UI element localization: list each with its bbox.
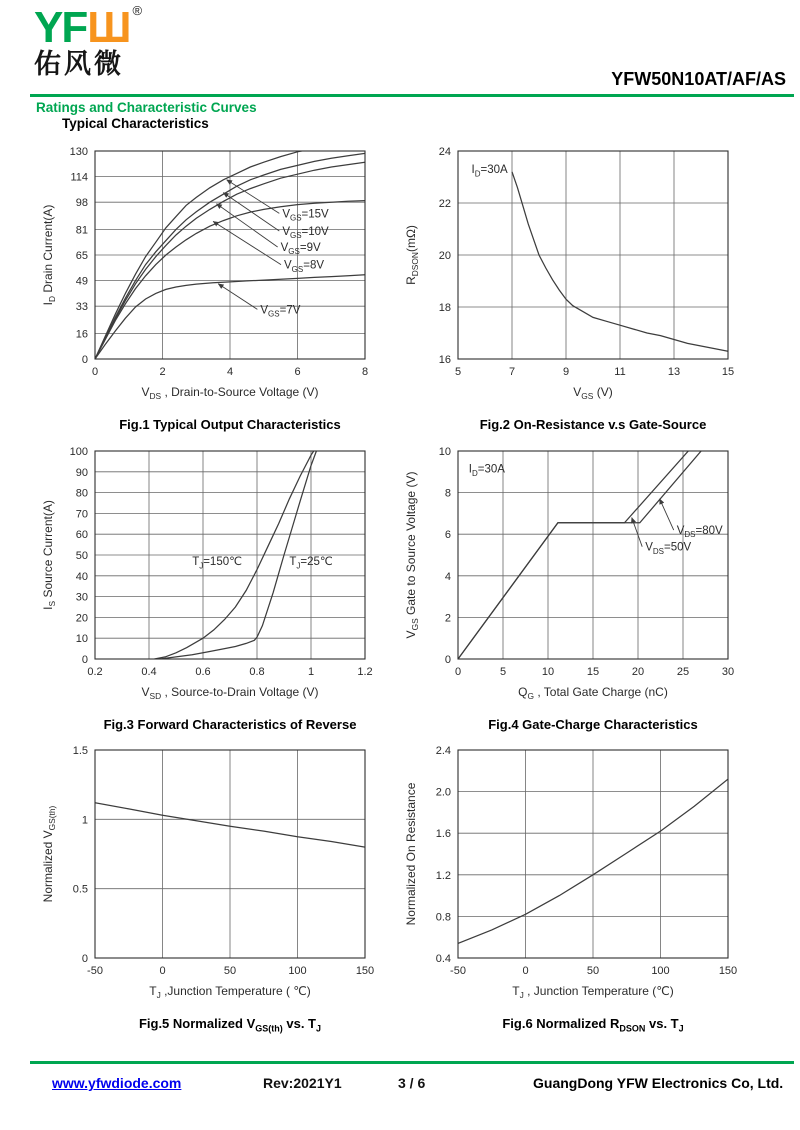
svg-text:0.4: 0.4 xyxy=(141,665,157,678)
figure-fig2 xyxy=(372,139,772,433)
svg-text:90: 90 xyxy=(75,466,88,479)
svg-text:ID=30A: $I_D=30A$ xyxy=(468,463,505,478)
svg-text:11: 11 xyxy=(614,366,626,378)
figure-caption: Fig.6 Normalized $R_{DSON}$ vs. $T_J$ xyxy=(502,1016,684,1034)
svg-text:1: 1 xyxy=(81,814,88,827)
figure-fig4 xyxy=(372,439,772,733)
svg-text:30: 30 xyxy=(75,591,88,604)
svg-text:49: 49 xyxy=(75,275,88,288)
revision-label: Rev:2021Y1 xyxy=(263,1075,342,1091)
logo-yf-text: YF xyxy=(34,3,87,52)
svg-text:50: 50 xyxy=(586,965,600,978)
svg-text:65: 65 xyxy=(75,250,88,262)
svg-text:50: 50 xyxy=(75,549,88,562)
svg-text:0.8: 0.8 xyxy=(249,665,265,678)
svg-text:0.2: 0.2 xyxy=(87,665,103,678)
svg-text:18: 18 xyxy=(438,302,451,314)
svg-text:2: 2 xyxy=(159,366,166,378)
svg-text:1.6: 1.6 xyxy=(435,828,451,841)
svg-text:0: 0 xyxy=(81,354,88,366)
svg-text:6: 6 xyxy=(444,528,451,541)
svg-text:0: 0 xyxy=(454,665,462,678)
svg-text:ID=30A: $I_D=30A$ xyxy=(471,164,508,179)
svg-text:30: 30 xyxy=(721,665,735,678)
svg-text:VDS=50V: $V_{DS}=50V$ xyxy=(645,541,692,556)
logo-sha-glyph: Ш xyxy=(87,3,132,52)
svg-text:8: 8 xyxy=(444,487,451,500)
svg-text:VGS=9V: $V_{GS}=9V$ xyxy=(280,242,321,257)
svg-text:0.8: 0.8 xyxy=(435,911,451,924)
page-footer xyxy=(0,1061,800,1098)
svg-text:13: 13 xyxy=(667,366,681,378)
svg-text:-50: -50 xyxy=(87,965,103,978)
figure-caption: Fig.1 Typical Output Characteristics xyxy=(119,417,341,432)
svg-text:VGS=15V: $V_{GS}=15V$ xyxy=(282,208,329,223)
svg-text:81: 81 xyxy=(75,224,88,237)
figure-fig6 xyxy=(372,738,772,1034)
svg-text:15: 15 xyxy=(586,665,600,678)
svg-text:Normalized On Resistance: Normalized On Resistance xyxy=(404,782,418,926)
svg-text:QG , Total Gate Charge (nC): $Q_G$ , Total Gate Charge (nC) xyxy=(518,684,668,701)
svg-text:5: 5 xyxy=(454,366,462,378)
svg-text:TJ=25℃: $T_J=25℃$ xyxy=(289,555,333,571)
svg-text:1: 1 xyxy=(307,665,315,678)
svg-text:VSD , Source-to-Drain Voltage: $V_{SD}$ , Source-to-Drain Voltage (V) xyxy=(141,684,319,701)
svg-text:0.5: 0.5 xyxy=(72,883,88,896)
svg-text:0: 0 xyxy=(522,965,529,978)
svg-text:9: 9 xyxy=(562,366,570,378)
company-name: GuangDong YFW Electronics Co, Ltd. xyxy=(533,1075,784,1091)
svg-text:0.4: 0.4 xyxy=(435,953,451,966)
svg-text:VGS Gate to Source Voltage (V: $V_{GS}$ Gate to Source Voltage (V) xyxy=(404,471,421,639)
figure-caption: Fig.2 On-Resistance v.s Gate-Source xyxy=(479,417,707,432)
svg-text:114: 114 xyxy=(70,171,88,184)
svg-text:50: 50 xyxy=(223,965,237,978)
svg-text:VGS=8V: $V_{GS}=8V$ xyxy=(284,259,325,274)
svg-text:2.0: 2.0 xyxy=(435,786,451,799)
svg-text:40: 40 xyxy=(75,570,88,583)
svg-text:1.2: 1.2 xyxy=(357,665,373,678)
charts-grid xyxy=(0,139,800,1035)
svg-text:7: 7 xyxy=(508,366,516,378)
svg-text:10: 10 xyxy=(541,665,555,678)
footer-row xyxy=(0,1064,800,1098)
svg-text:2.4: 2.4 xyxy=(435,745,451,758)
svg-text:ID Drain Current(A): $I_D$ Drain Current(A) xyxy=(41,204,58,306)
svg-text:2: 2 xyxy=(444,611,451,624)
subsection-title: Typical Characteristics xyxy=(62,116,209,131)
page-header xyxy=(0,0,800,94)
svg-text:-50: -50 xyxy=(450,965,466,978)
fig6-chart xyxy=(400,738,744,1010)
svg-text:VGS=10V: $V_{GS}=10V$ xyxy=(282,226,329,241)
page-number: 3 / 6 xyxy=(398,1075,426,1091)
header-rule xyxy=(30,94,794,97)
svg-text:100: 100 xyxy=(288,965,307,978)
svg-text:20: 20 xyxy=(631,665,645,678)
fig2-chart xyxy=(400,139,744,411)
figure-fig5 xyxy=(9,738,409,1034)
svg-text:RDSON(mΩ): $R_{DSON}(m\Omega)$ xyxy=(404,225,421,285)
svg-text:1.2: 1.2 xyxy=(435,869,451,882)
svg-text:0: 0 xyxy=(81,953,88,966)
svg-text:IS Source Current(A): $I_S$ Source Current(A) xyxy=(41,499,58,610)
svg-text:60: 60 xyxy=(75,528,88,541)
svg-text:22: 22 xyxy=(438,198,451,210)
svg-text:25: 25 xyxy=(676,665,690,678)
figure-fig1 xyxy=(9,139,409,433)
fig1-chart xyxy=(37,139,381,411)
figure-caption: Fig.4 Gate-Charge Characteristics xyxy=(488,716,698,732)
logo-chinese-text: 佑风微 xyxy=(34,49,124,79)
svg-text:10: 10 xyxy=(75,632,88,645)
svg-text:70: 70 xyxy=(75,507,88,520)
svg-text:80: 80 xyxy=(75,487,88,500)
svg-text:4: 4 xyxy=(444,570,451,583)
fig3-chart xyxy=(37,439,381,711)
svg-text:15: 15 xyxy=(721,366,735,378)
website-link[interactable]: www.yfwdiode.com xyxy=(52,1075,182,1091)
svg-text:98: 98 xyxy=(75,197,88,210)
svg-text:24: 24 xyxy=(438,146,451,158)
part-number: YFW50N10AT/AF/AS xyxy=(611,69,786,89)
svg-text:1.5: 1.5 xyxy=(72,745,88,758)
svg-text:VDS , Drain-to-Source Voltage: $V_{DS}$ , Drain-to-Source Voltage (V) xyxy=(141,385,319,402)
svg-text:20: 20 xyxy=(75,611,88,624)
svg-text:Normalized VGS(th): Normalized $V_{GS(th)}$ xyxy=(41,805,58,903)
svg-text:130: 130 xyxy=(69,146,88,158)
svg-text:VGS=7V: $V_{GS}=7V$ xyxy=(260,304,301,319)
svg-text:16: 16 xyxy=(438,354,451,366)
svg-text:VGS (V): $V_{GS}$ (V) xyxy=(573,385,613,402)
svg-text:20: 20 xyxy=(438,250,451,262)
svg-text:8: 8 xyxy=(361,366,369,378)
svg-text:TJ ,Junction Temperature ( ℃): $T_J$ ,Junction Temperature ( ℃) xyxy=(149,984,311,1001)
yfw-logo xyxy=(34,3,143,79)
svg-text:0.6: 0.6 xyxy=(195,665,211,678)
svg-text:0: 0 xyxy=(91,366,99,378)
svg-text:4: 4 xyxy=(226,366,234,378)
svg-text:6: 6 xyxy=(294,366,301,378)
svg-text:0: 0 xyxy=(444,653,451,666)
svg-text:100: 100 xyxy=(69,445,88,458)
svg-text:33: 33 xyxy=(75,301,88,314)
svg-text:10: 10 xyxy=(438,445,451,458)
svg-text:0: 0 xyxy=(159,965,166,978)
figure-fig3 xyxy=(9,439,409,733)
svg-text:16: 16 xyxy=(75,328,88,341)
svg-text:100: 100 xyxy=(651,965,670,978)
svg-text:VDS=80V: $V_{DS}=80V$ xyxy=(676,524,723,539)
svg-text:150: 150 xyxy=(355,965,375,978)
svg-text:TJ=150℃: $T_J=150℃$ xyxy=(192,555,243,571)
fig5-chart xyxy=(37,738,381,1010)
fig4-chart xyxy=(400,439,744,711)
figure-caption: Fig.3 Forward Characteristics of Reverse xyxy=(103,716,357,732)
svg-text:0: 0 xyxy=(81,653,88,666)
figure-caption: Fig.5 Normalized $V_{GS(th)}$ vs. $T_J$ xyxy=(138,1016,322,1034)
section-title: Ratings and Characteristic Curves xyxy=(36,100,257,115)
registered-mark-icon: ® xyxy=(132,3,143,18)
svg-text:TJ , Junction Temperature (℃): $T_J$ , Junction Temperature (℃) xyxy=(512,984,674,1001)
svg-text:150: 150 xyxy=(718,965,738,978)
svg-text:5: 5 xyxy=(499,665,507,678)
